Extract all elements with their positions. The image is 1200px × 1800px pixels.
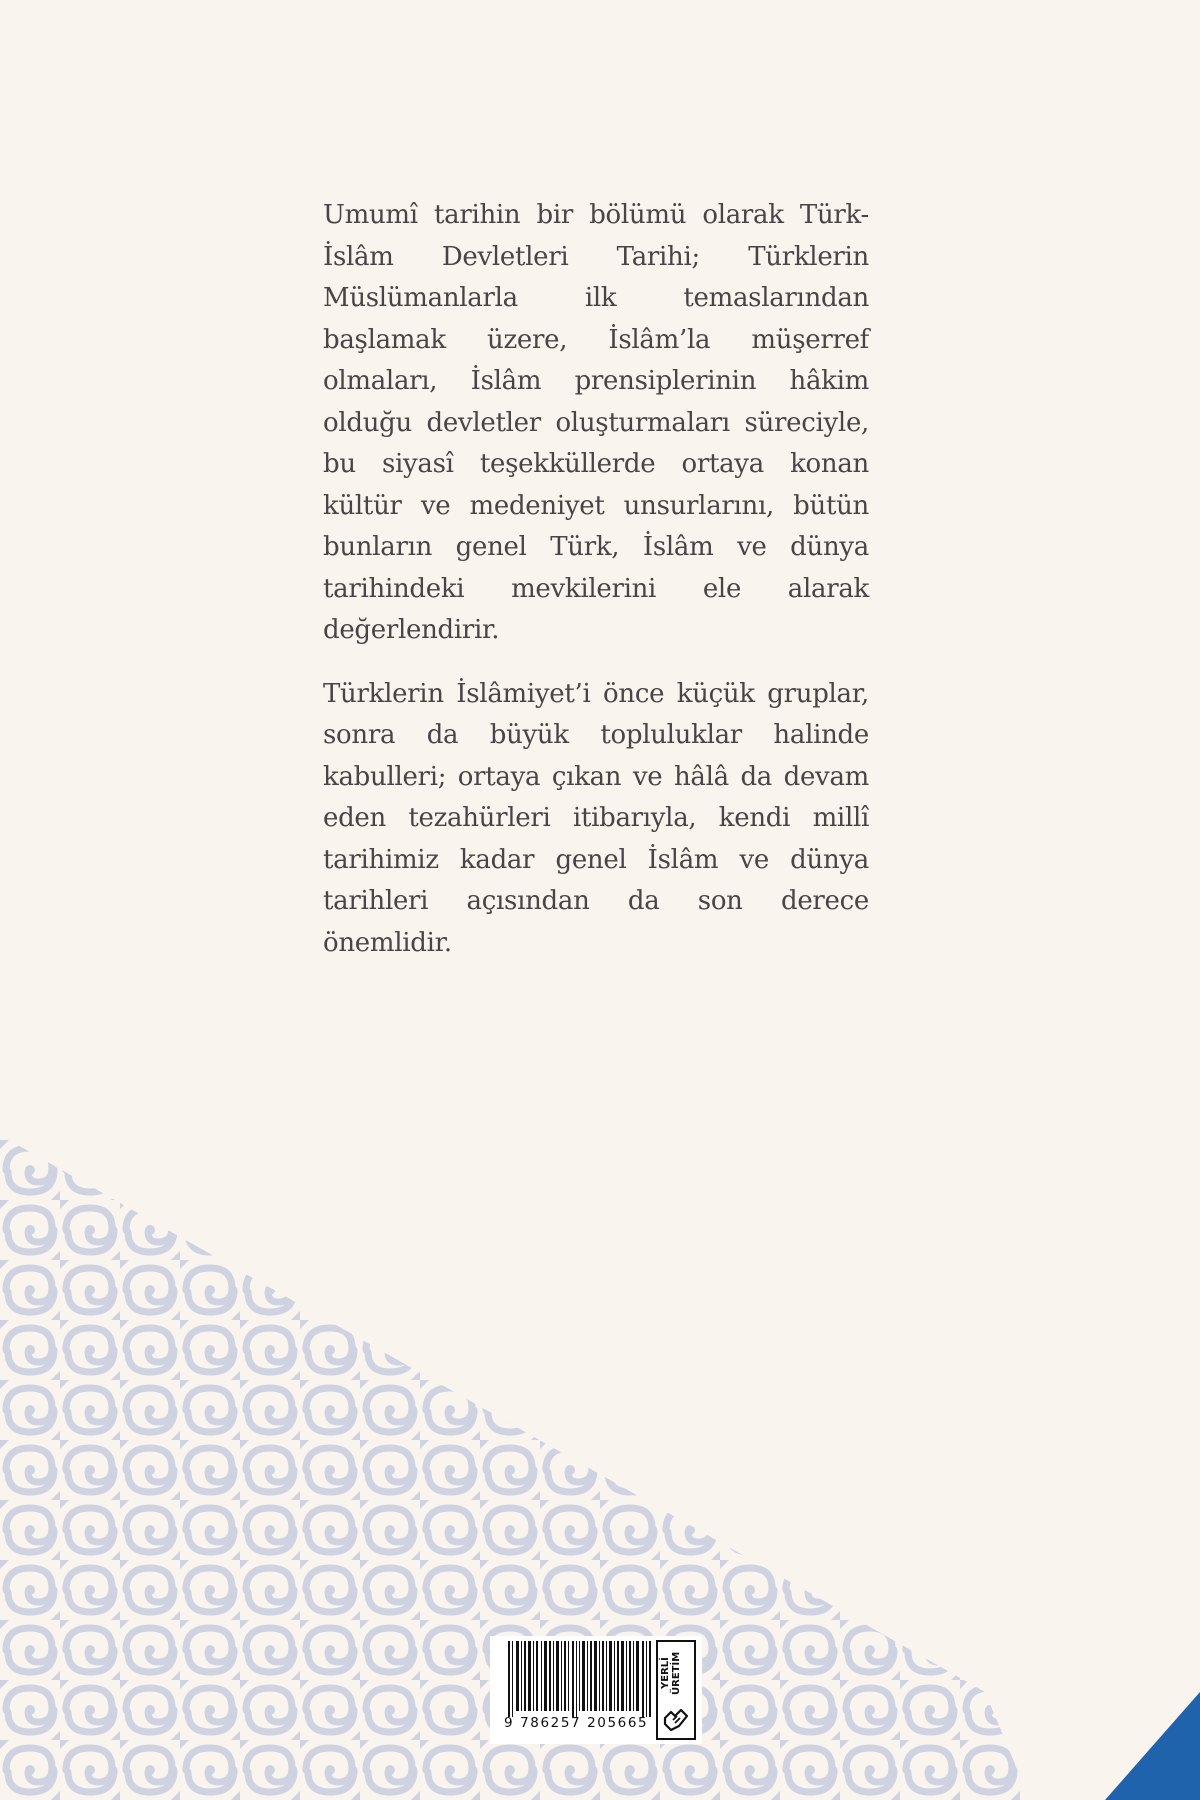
isbn-number: 9 786257 205665 [504,1715,649,1731]
paragraph-2: Türklerin İslâmiyet’i önce küçük gruplar, sonra da büyük topluluklar halinde kabulleri; ortaya çıkan ve hâlâ da devam eden tezahürleri itibarıyla, kendi millî tarihimiz kadar genel İslâm ve dünya tarihleri açısından da son derece önemlidir. [323,678,869,958]
badge-line-1: YERLİ [660,1657,671,1689]
paragraph-1: Umumî tarihin bir bölümü olarak Türk-İslâm Devletleri Tarihi; Türklerin Müslümanlarla ilk temaslarından başlamak üzere, İslâm’la müşerref olmaları, İslâm prensiplerinin hâkim olduğu devletler oluşturmaları süreciyle, bu siyasî teşekküllerde ortaya konan kültür ve medeniyet unsurlarını, bütün bunların genel Türk, İslâm ve dünya tarihindeki mevkilerini ele alarak değerlendirir. [323,200,869,645]
yerli-uretim-badge [656,1640,696,1740]
yerli-uretim-label [660,1645,694,1701]
barcode-bars [508,1641,653,1717]
isbn-barcode [490,1636,702,1744]
hand-icon [661,1704,691,1734]
badge-line-2: ÜRETİM [671,1651,682,1695]
back-cover-text [323,195,869,986]
